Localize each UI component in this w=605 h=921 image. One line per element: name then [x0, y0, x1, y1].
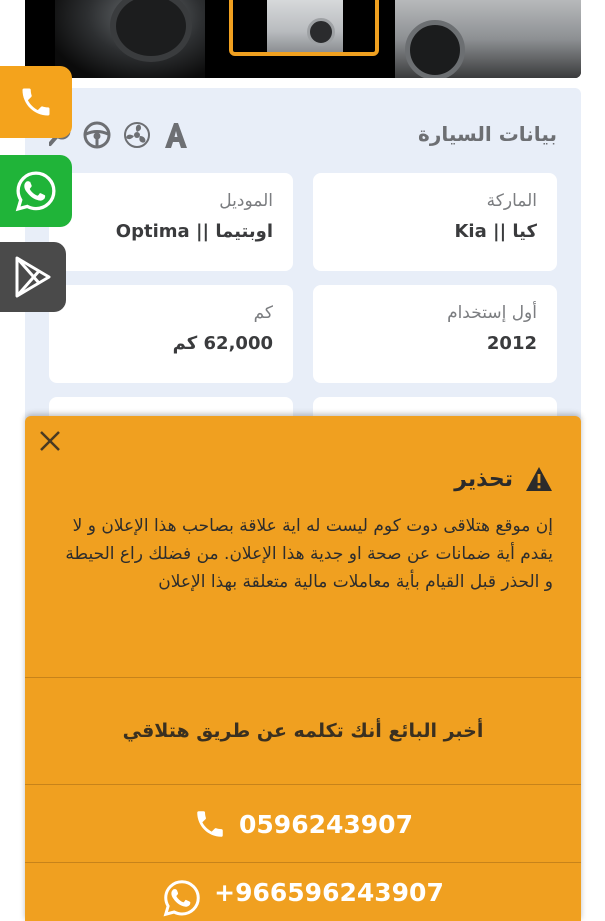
spec-label: أول إستخدام — [447, 303, 537, 323]
spec-value: 62,000 كم — [172, 333, 273, 354]
tell-seller-note: أخبر البائع أنك تكلمه عن طريق هتلاقي — [122, 720, 484, 742]
spec-value: 2012 — [486, 333, 537, 354]
whatsapp-number: +966596243907 — [214, 878, 444, 907]
phone-icon — [18, 84, 54, 120]
spec-card-model — [49, 173, 293, 271]
spec-value: كيا || Kia — [454, 221, 537, 242]
warning-title: تحذير — [454, 466, 513, 492]
divider — [25, 784, 581, 785]
section-title: بيانات السيارة — [418, 122, 557, 146]
spec-label: الموديل — [219, 191, 273, 211]
floating-call-button[interactable] — [0, 66, 72, 138]
google-play-icon — [13, 255, 53, 299]
whatsapp-icon — [14, 169, 58, 213]
warning-triangle-icon — [525, 466, 553, 492]
steering-wheel-icon[interactable] — [83, 121, 111, 149]
warning-header — [454, 464, 553, 494]
gallery-thumbnail[interactable] — [395, 0, 581, 78]
photo-gallery[interactable] — [25, 0, 581, 78]
divider — [25, 862, 581, 863]
spec-label: كم — [253, 303, 273, 323]
gallery-thumbnail-active[interactable] — [229, 0, 379, 56]
warning-message: إن موقع هتلاقى دوت كوم ليست له اية علاقة بصاحب هذا الإعلان و لا يقدم أية ضمانات عن صحة او جدية هذا الإعلان. من فضلك راع الحيطة و الحذر قبل القيام بأية معاملات مالية متعلقة بهذا الإعلان — [65, 516, 553, 592]
car-photo — [267, 0, 343, 56]
spec-card-brand — [313, 173, 557, 271]
call-seller-button[interactable] — [25, 786, 581, 862]
whatsapp-icon — [162, 878, 202, 918]
warning-modal — [25, 416, 581, 921]
spec-card-mileage — [49, 285, 293, 383]
gallery-thumbnail[interactable] — [55, 0, 205, 78]
font-size-icon[interactable] — [163, 121, 189, 149]
floating-whatsapp-button[interactable] — [0, 155, 72, 227]
phone-number: 0596243907 — [239, 809, 413, 839]
car-details-section — [25, 88, 581, 428]
close-icon[interactable] — [37, 428, 63, 454]
spec-label: الماركة — [486, 191, 537, 211]
spec-card-first-use — [313, 285, 557, 383]
fan-icon[interactable] — [123, 121, 151, 149]
spec-value: اوبتيما || Optima — [115, 221, 273, 242]
floating-play-store-button[interactable] — [0, 242, 66, 312]
phone-icon — [193, 807, 227, 841]
whatsapp-seller-button[interactable] — [25, 864, 581, 921]
